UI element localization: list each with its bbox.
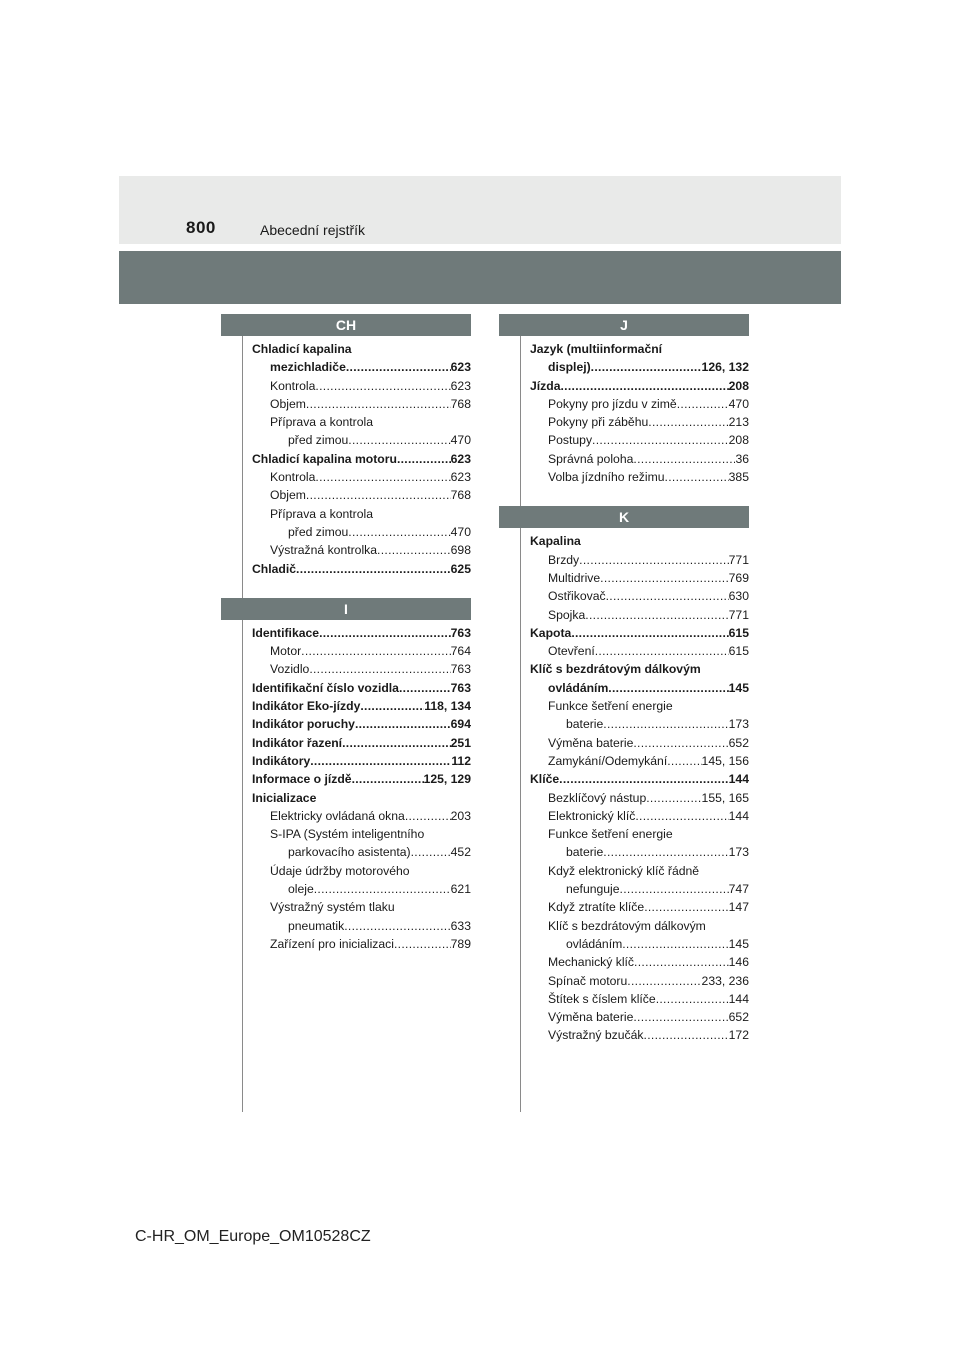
dot-leader	[411, 843, 451, 861]
index-entry	[530, 1008, 749, 1026]
entry-term: Údaje údržby motorového	[270, 863, 410, 878]
entry-page: 652	[728, 1010, 749, 1025]
index-entry	[252, 450, 471, 468]
index-entry	[530, 377, 749, 395]
dot-leader	[585, 606, 728, 624]
index-entry	[530, 990, 749, 1008]
index-entry	[252, 843, 471, 861]
entry-list	[221, 620, 471, 953]
dot-leader	[633, 734, 728, 752]
entry-page: 155, 165	[701, 790, 749, 805]
entry-term: Jazyk (multiinformační	[530, 342, 663, 356]
entry-term: Chladič	[252, 561, 297, 576]
entry-term: oleje	[288, 882, 314, 897]
header-band	[119, 176, 841, 244]
entry-page: 208	[728, 378, 749, 393]
entry-term: Multidrive	[548, 570, 601, 585]
entry-term: baterie	[566, 845, 604, 860]
index-entry	[530, 660, 749, 678]
dot-leader	[315, 377, 450, 395]
dot-leader	[646, 789, 701, 807]
entry-page: 118, 134	[424, 699, 471, 714]
entry-page: 625	[450, 561, 471, 576]
index-entry	[530, 431, 749, 449]
document-code: C-HR_OM_Europe_OM10528CZ	[135, 1228, 371, 1245]
dot-leader	[635, 807, 728, 825]
entry-page: 470	[450, 433, 471, 448]
entry-term: Indikátor Eko-jízdy	[252, 699, 361, 714]
entry-term: Ostřikovač	[548, 589, 606, 604]
entry-page: 623	[450, 451, 471, 466]
dot-leader	[644, 898, 728, 916]
dot-leader	[656, 990, 729, 1008]
index-entry	[252, 413, 471, 431]
entry-term: Elektronický klíč	[548, 808, 636, 823]
entry-term: Objem	[270, 488, 306, 503]
dot-leader	[296, 560, 451, 578]
section-letter: J	[499, 314, 749, 336]
index-entry	[252, 679, 471, 697]
index-entry	[252, 624, 471, 642]
entry-page: 145	[728, 936, 749, 951]
index-entry	[530, 551, 749, 569]
entry-term: Klíče	[530, 772, 560, 787]
index-entry	[530, 1026, 749, 1044]
index-entry	[530, 807, 749, 825]
entry-term: baterie	[566, 717, 604, 732]
index-entry	[252, 789, 471, 807]
entry-term: nefunguje	[566, 882, 620, 897]
entry-page: 771	[728, 607, 749, 622]
dot-leader	[301, 642, 451, 660]
index-entry	[530, 413, 749, 431]
entry-term: Kontrola	[270, 470, 316, 485]
entry-page: 470	[450, 524, 471, 539]
entry-page: 621	[450, 882, 471, 897]
entry-term: před zimou	[288, 433, 349, 448]
entry-term: Příprava a kontrola	[270, 506, 373, 521]
entry-term: Spojka	[548, 607, 586, 622]
dot-leader	[600, 569, 729, 587]
section-letter: I	[221, 598, 471, 620]
index-entry	[252, 770, 471, 788]
index-entry	[530, 358, 749, 376]
entry-term: Funkce šetření energie	[548, 699, 673, 714]
dot-leader	[608, 679, 728, 697]
index-entry	[252, 935, 471, 953]
index-entry	[530, 825, 749, 843]
entry-page: 125, 129	[423, 772, 471, 787]
entry-page: 615	[728, 625, 749, 640]
entry-term: mezichladiče	[270, 360, 346, 375]
dot-leader	[344, 917, 450, 935]
dot-leader	[355, 715, 451, 733]
entry-term: Výměna baterie	[548, 735, 634, 750]
index-entry	[252, 395, 471, 413]
entry-term: Spínač motoru	[548, 973, 628, 988]
entry-term: Pokyny pro jízdu v zimě	[548, 396, 677, 411]
index-entry	[530, 770, 749, 788]
dot-leader	[595, 642, 729, 660]
dot-leader	[634, 953, 729, 971]
index-entry	[530, 468, 749, 486]
dot-leader	[310, 752, 451, 770]
index-entry	[252, 486, 471, 504]
entry-page: 747	[728, 882, 749, 897]
entry-term: Klíč s bezdrátovým dálkovým	[548, 918, 706, 933]
index-entry	[252, 715, 471, 733]
index-entry	[252, 734, 471, 752]
dot-leader	[348, 523, 450, 541]
index-entry	[252, 523, 471, 541]
dot-leader	[648, 413, 728, 431]
entry-term: Když elektronický klíč řádně	[548, 863, 700, 878]
index-entry	[530, 935, 749, 953]
entry-list	[499, 528, 749, 1044]
dot-leader	[377, 541, 451, 559]
entry-page: 172	[728, 1028, 749, 1043]
entry-term: Motor	[270, 644, 302, 659]
index-entry	[530, 862, 749, 880]
entry-term: Když ztratíte klíče	[548, 900, 645, 915]
entry-page: 452	[450, 845, 471, 860]
entry-term: Vozidlo	[270, 662, 310, 677]
index-entry	[530, 606, 749, 624]
index-entry	[530, 734, 749, 752]
dot-leader	[560, 377, 728, 395]
entry-term: Identifikace	[252, 625, 320, 640]
entry-page: 112	[451, 753, 471, 768]
entry-term: Elektricky ovládaná okna	[270, 808, 405, 823]
entry-term: Výměna baterie	[548, 1010, 634, 1025]
entry-term: Klíč s bezdrátovým dálkovým	[530, 662, 701, 677]
entry-term: Správná poloha	[548, 451, 634, 466]
entry-term: ovládáním	[566, 936, 623, 951]
entry-page: 789	[450, 936, 471, 951]
dot-leader	[571, 624, 728, 642]
entry-list	[499, 336, 749, 486]
entry-term: pneumatik	[288, 918, 345, 933]
dot-leader	[360, 697, 424, 715]
entry-page: 763	[450, 625, 471, 640]
dot-leader	[622, 935, 728, 953]
dot-leader	[399, 679, 451, 697]
index-entry	[252, 358, 471, 376]
entry-term: S-IPA (Systém inteligentního	[270, 827, 425, 842]
index-entry	[530, 898, 749, 916]
dot-leader	[319, 624, 451, 642]
entry-term: Volba jízdního režimu	[548, 470, 665, 485]
index-entry	[252, 431, 471, 449]
entry-page: 385	[728, 470, 749, 485]
entry-page: 698	[450, 543, 471, 558]
entry-term: Objem	[270, 396, 306, 411]
index-entry	[252, 752, 471, 770]
dot-leader	[603, 715, 728, 733]
entry-term: Funkce šetření energie	[548, 827, 673, 842]
section-letter: K	[499, 506, 749, 528]
entry-term: ovládáním	[548, 680, 609, 695]
dot-leader	[306, 395, 451, 413]
dot-leader	[346, 358, 451, 376]
index-entry	[530, 587, 749, 605]
index-entry	[530, 715, 749, 733]
entry-term: Mechanický klíč	[548, 955, 635, 970]
dot-leader	[309, 660, 450, 678]
index-entry	[530, 642, 749, 660]
dot-leader	[314, 880, 451, 898]
dot-leader	[592, 431, 729, 449]
entry-page: 145	[728, 680, 749, 695]
section-title-bar	[119, 251, 841, 304]
entry-term: před zimou	[288, 524, 349, 539]
index-entry	[252, 660, 471, 678]
index-entry	[252, 468, 471, 486]
dot-leader	[348, 431, 450, 449]
dot-leader	[606, 587, 729, 605]
entry-page: 768	[450, 396, 471, 411]
index-entry	[252, 917, 471, 935]
entry-page: 36	[735, 451, 749, 466]
entry-page: 768	[450, 488, 471, 503]
dot-leader	[627, 972, 701, 990]
index-entry	[252, 541, 471, 559]
entry-term: Postupy	[548, 433, 593, 448]
entry-page: 251	[450, 735, 471, 750]
index-entry	[530, 843, 749, 861]
entry-page: 145, 156	[701, 753, 749, 768]
index-entry	[252, 825, 471, 843]
entry-term: Inicializace	[252, 790, 317, 805]
dot-leader	[306, 486, 451, 504]
entry-page: 652	[728, 735, 749, 750]
index-section	[221, 314, 471, 578]
entry-page: 173	[728, 845, 749, 860]
index-entry	[252, 807, 471, 825]
index-entry	[252, 898, 471, 916]
dot-leader	[620, 880, 729, 898]
entry-term: Kontrola	[270, 378, 316, 393]
index-entry	[252, 377, 471, 395]
entry-page: 769	[728, 570, 749, 585]
entry-page: 623	[450, 360, 471, 375]
entry-term: displej)	[548, 360, 591, 375]
entry-term: Zařízení pro inicializaci	[270, 936, 394, 951]
dot-leader	[352, 770, 424, 788]
entry-page: 203	[450, 808, 471, 823]
page-title: Abecední rejstřík	[260, 222, 366, 238]
index-entry	[530, 917, 749, 935]
dot-leader	[633, 1008, 728, 1026]
page-number: 800	[186, 218, 216, 237]
dot-leader	[677, 395, 729, 413]
entry-page: 144	[728, 772, 749, 787]
index-entry	[530, 697, 749, 715]
entry-term: Výstražná kontrolka	[270, 543, 378, 558]
index-entry	[530, 679, 749, 697]
entry-term: Kapota	[530, 625, 572, 640]
entry-page: 694	[450, 717, 471, 732]
entry-page: 147	[728, 900, 749, 915]
index-entry	[252, 340, 471, 358]
entry-page: 233, 236	[701, 973, 749, 988]
index-section	[221, 598, 471, 953]
entry-term: Pokyny při záběhu	[548, 415, 649, 430]
entry-page: 763	[450, 680, 471, 695]
entry-page: 615	[728, 644, 749, 659]
entry-term: Indikátor řazení	[252, 735, 343, 750]
dot-leader	[394, 935, 451, 953]
entry-term: Indikátory	[252, 753, 311, 768]
entry-term: Chladicí kapalina motoru	[252, 451, 397, 466]
dot-leader	[559, 770, 729, 788]
dot-leader	[315, 468, 450, 486]
index-entry	[252, 880, 471, 898]
entry-term: Výstražný systém tlaku	[270, 900, 395, 915]
entry-term: Výstražný bzučák	[548, 1028, 644, 1043]
entry-page: 633	[450, 918, 471, 933]
index-entry	[530, 880, 749, 898]
index-entry	[252, 697, 471, 715]
dot-leader	[405, 807, 451, 825]
index-entry	[252, 505, 471, 523]
entry-page: 146	[728, 955, 749, 970]
index-entry	[530, 569, 749, 587]
entry-page: 126, 132	[701, 360, 749, 375]
entry-page: 630	[728, 589, 749, 604]
entry-term: Bezklíčový nástup	[548, 790, 647, 805]
entry-page: 771	[728, 552, 749, 567]
index-column-left	[221, 314, 471, 953]
index-section	[499, 314, 749, 486]
entry-term: Štítek s číslem klíče	[548, 991, 656, 1006]
entry-term: Kapalina	[530, 534, 581, 549]
dot-leader	[579, 551, 729, 569]
dot-leader	[633, 450, 735, 468]
index-entry	[530, 340, 749, 358]
dot-leader	[397, 450, 451, 468]
entry-page: 623	[450, 378, 471, 393]
entry-term: parkovacího asistenta)	[288, 845, 411, 860]
entry-list	[221, 336, 471, 578]
entry-page: 470	[728, 396, 749, 411]
index-entry	[252, 862, 471, 880]
index-entry	[530, 752, 749, 770]
entry-term: Otevření	[548, 644, 595, 659]
entry-term: Indikátor poruchy	[252, 717, 355, 732]
dot-leader	[665, 468, 729, 486]
entry-page: 173	[728, 717, 749, 732]
entry-page: 144	[728, 808, 749, 823]
entry-page: 623	[450, 470, 471, 485]
index-column-right	[499, 314, 749, 1045]
index-section	[499, 506, 749, 1044]
entry-term: Zamykání/Odemykání	[548, 753, 668, 768]
entry-term: Příprava a kontrola	[270, 415, 373, 430]
index-entry	[530, 532, 749, 550]
dot-leader	[644, 1026, 729, 1044]
index-entry	[530, 789, 749, 807]
index-entry	[252, 560, 471, 578]
dot-leader	[591, 358, 702, 376]
entry-page: 763	[450, 662, 471, 677]
index-entry	[530, 450, 749, 468]
section-letter: CH	[221, 314, 471, 336]
entry-page: 208	[728, 433, 749, 448]
entry-page: 764	[450, 644, 471, 659]
entry-term: Jízda	[530, 378, 561, 393]
index-entry	[530, 953, 749, 971]
entry-page: 213	[728, 415, 749, 430]
entry-term: Chladicí kapalina	[252, 342, 352, 356]
entry-term: Brzdy	[548, 552, 580, 567]
index-entry	[530, 395, 749, 413]
dot-leader	[667, 752, 701, 770]
entry-page: 144	[728, 991, 749, 1006]
dot-leader	[342, 734, 451, 752]
dot-leader	[603, 843, 728, 861]
entry-term: Identifikační číslo vozidla	[252, 680, 399, 695]
index-entry	[530, 972, 749, 990]
index-entry	[530, 624, 749, 642]
entry-term: Informace o jízdě	[252, 772, 352, 787]
index-entry	[252, 642, 471, 660]
